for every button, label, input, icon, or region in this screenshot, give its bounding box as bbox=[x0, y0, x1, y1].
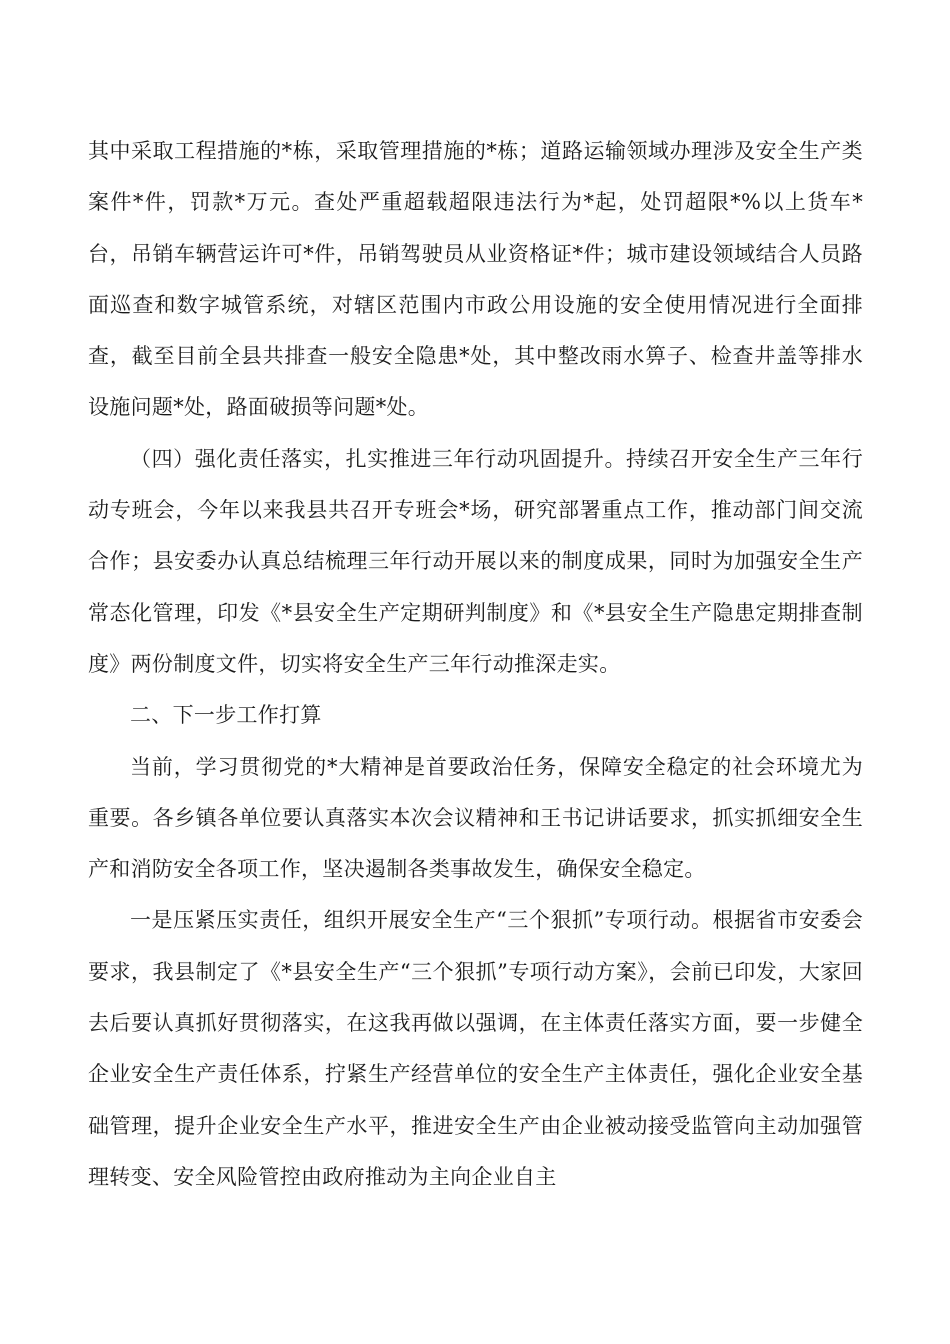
paragraph-current-task: 当前，学习贯彻党的*大精神是首要政治任务，保障安全稳定的社会环境尤为重要。各乡镇各单位要认真落实本次会议精神和王书记讲话要求，抓实抓细安全生产和消防安全各项工作，坚决遏制各类事故发生，确保安全稳定。 bbox=[88, 754, 863, 882]
paragraph-first-measure: 一是压紧压实责任，组织开展安全生产“三个狠抓”专项行动。根据省市安委会要求，我县制定了《*县安全生产“三个狠抓”专项行动方案》，会前已印发，大家回去后要认真抓好贯彻落实，在这我再做以强调，在主体责任落实方面，要一步健全企业安全生产责任体系，拧紧生产经营单位的安全生产主体责任，强化企业安全基础管理，提升企业安全生产水平，推进安全生产由企业被动接受监管向主动加强管理转变、安全风险管控由政府推动为主向企业自主 bbox=[88, 908, 863, 1189]
document-body bbox=[88, 126, 863, 1203]
section-heading-next-steps: 二、下一步工作打算 bbox=[130, 703, 322, 728]
paragraph-statistics-continued: 其中采取工程措施的*栋，采取管理措施的*栋；道路运输领域办理涉及安全生产类案件*件，罚款*万元。查处严重超载超限违法行为*起，处罚超限*%以上货车*台，吊销车辆营运许可*件，吊销驾驶员从业资格证*件；城市建设领域结合人员路面巡查和数字城管系统，对辖区范围内市政公用设施的安全使用情况进行全面排查，截至目前全县共排查一般安全隐患*处，其中整改雨水箅子、检查井盖等排水设施问题*处，路面破损等问题*处。 bbox=[88, 139, 863, 420]
paragraph-responsibility-implementation: （四）强化责任落实，扎实推进三年行动巩固提升。持续召开安全生产三年行动专班会，今年以来我县共召开专班会*场，研究部署重点工作，推动部门间交流合作；县安委办认真总结梳理三年行动开展以来的制度成果，同时为加强安全生产常态化管理，印发《*县安全生产定期研判制度》和《*县安全生产隐患定期排查制度》两份制度文件，切实将安全生产三年行动推深走实。 bbox=[88, 446, 863, 676]
